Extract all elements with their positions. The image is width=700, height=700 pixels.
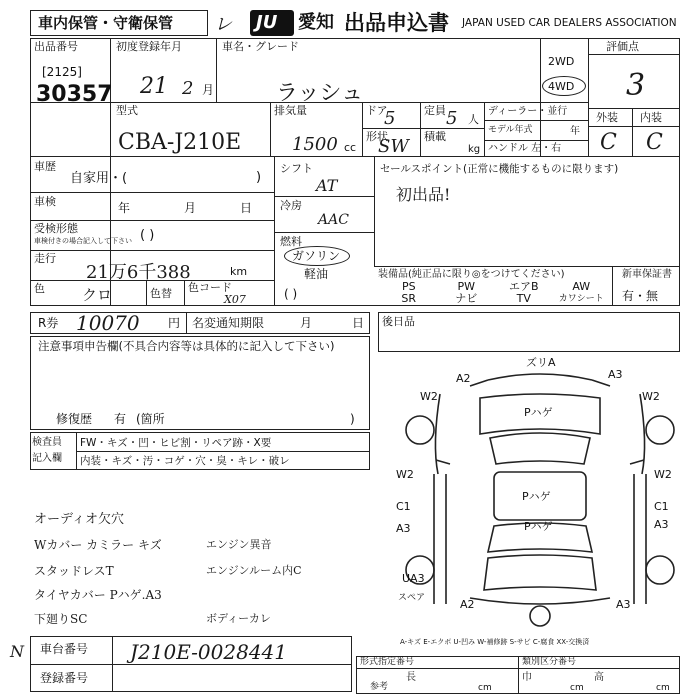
drive-2wd: 2WD bbox=[548, 55, 575, 68]
note-line-3: スタッドレスT bbox=[34, 564, 114, 578]
designation-height-unit: cm bbox=[656, 683, 670, 693]
shape-label: 形状 bbox=[366, 130, 388, 143]
load-label: 積載 bbox=[424, 130, 446, 143]
inspector-fw-line: FW・キズ・凹・ヒビ割・リペア跡・X要 bbox=[80, 437, 272, 449]
rating-exterior-value: C bbox=[600, 130, 617, 155]
equipment-ps: PS bbox=[401, 280, 416, 293]
note-right-2: エンジンルーム内C bbox=[206, 564, 302, 577]
rear-seat-box bbox=[378, 312, 680, 352]
rating-interior-value: C bbox=[646, 130, 663, 155]
rating-interior-label: 内装 bbox=[640, 111, 662, 124]
shift-label: シフト bbox=[280, 162, 313, 175]
designation-label-2: 類別区分番号 bbox=[522, 657, 577, 667]
check-mark: レ bbox=[214, 14, 232, 35]
dealer-label: ディーラー・並行 bbox=[488, 106, 568, 117]
equipment-airbag: エアB bbox=[508, 280, 539, 293]
diagram-spare: スペア bbox=[398, 593, 426, 603]
equipment-navi: ナビ bbox=[455, 292, 478, 305]
diagram-phage-hood: Pハゲ bbox=[524, 406, 553, 419]
equipment-tv: TV bbox=[516, 292, 531, 305]
type-value: CBA-J210E bbox=[118, 130, 242, 155]
history-label: 車歴 bbox=[34, 160, 56, 173]
note-line-2: Wカバー カミラー キズ bbox=[34, 538, 162, 552]
designation-length: 長 bbox=[406, 672, 416, 683]
inspection-label: 車検 bbox=[34, 195, 56, 208]
lot-sub-number: [2125] bbox=[42, 65, 82, 79]
name-change-day: 日 bbox=[352, 316, 365, 330]
registration-month: 2 bbox=[182, 78, 194, 99]
model-year-label: モデル年式 bbox=[488, 125, 533, 135]
diagram-legend: A-キズ E-エクボ U-凹み W-補修跡 S-サビ C-腐食 XX-交換済 bbox=[400, 638, 590, 646]
equipment-label: 装備品(純正品に限り◎をつけてください) bbox=[378, 269, 565, 280]
new-warranty-value: 有・無 bbox=[622, 289, 659, 303]
capacity-value: 5 bbox=[446, 108, 458, 129]
color-value: クロ bbox=[82, 286, 113, 304]
fuel-diesel: 軽油 bbox=[304, 267, 329, 281]
diagram-top-label: ズリA bbox=[526, 356, 556, 369]
model-year-suffix: 年 bbox=[570, 126, 580, 137]
mileage-label: 走行 bbox=[34, 252, 56, 265]
sales-point-value: 初出品! bbox=[396, 185, 451, 204]
inspection-cert-label: 受検形態 bbox=[34, 222, 78, 235]
diagram-ua3: UA3 bbox=[402, 572, 425, 585]
designation-label-1: 形式指定番号 bbox=[360, 657, 415, 667]
capacity-label: 定員 bbox=[424, 104, 446, 117]
diagram-a3-left: A3 bbox=[396, 522, 411, 535]
note-line-4: タイヤカバー Pハゲ.A3 bbox=[34, 588, 162, 602]
association-name: JAPAN USED CAR DEALERS ASSOCIATION bbox=[462, 17, 677, 29]
inspection-cert-paren: ( ) bbox=[140, 228, 155, 243]
recycle-label: R券 bbox=[38, 316, 59, 330]
diagram-a2-bottom: A2 bbox=[460, 598, 475, 611]
name-change-month: 月 bbox=[300, 316, 313, 330]
inspection-cert-note: 車検付きの場合記入して下さい bbox=[34, 237, 132, 245]
chassis-marker: N bbox=[10, 642, 24, 661]
displacement-unit: cc bbox=[344, 141, 357, 154]
diagram-phage-roof: Pハゲ bbox=[522, 490, 551, 503]
note-line-5: 下廻りSC bbox=[34, 612, 88, 626]
color-change-label: 色替 bbox=[150, 287, 172, 300]
rating-label: 評価点 bbox=[606, 40, 639, 53]
fuel-gasoline: ガソリン bbox=[292, 249, 341, 263]
sales-point-label: セールスポイント(正常に機能するものに限ります) bbox=[380, 163, 619, 175]
registration-month-suffix: 月 bbox=[202, 83, 215, 97]
recycle-unit: 円 bbox=[168, 316, 181, 330]
plate-label: 登録番号 bbox=[40, 671, 89, 685]
equipment-aw: AW bbox=[572, 280, 591, 293]
equipment-leather-seat: カワシート bbox=[558, 294, 604, 304]
model-name-label: 車名・グレード bbox=[222, 40, 299, 53]
recycle-value: 10070 bbox=[76, 311, 140, 335]
diagram-c1-right: C1 bbox=[654, 500, 669, 513]
equipment-pw: PW bbox=[457, 280, 475, 293]
displacement-value: 1500 bbox=[292, 134, 338, 155]
chassis-value: J210E-0028441 bbox=[130, 640, 287, 664]
inspection-year: 年 bbox=[118, 201, 131, 215]
note-line-1: オーディオ欠穴 bbox=[34, 512, 124, 527]
color-code-label: 色コード bbox=[188, 281, 232, 294]
rear-seat-label: 後日品 bbox=[382, 315, 415, 328]
ju-logo-text: JU bbox=[256, 12, 278, 33]
designation-ref: 参考 bbox=[370, 682, 389, 692]
notes-label: 注意事項申告欄(不具合内容等は具体的に記入して下さい) bbox=[38, 339, 335, 353]
inspector-interior-line: 内装・キズ・汚・コゲ・穴・臭・キレ・破レ bbox=[80, 455, 290, 467]
diagram-w2-left-mid: W2 bbox=[396, 468, 414, 481]
repair-location: (箇所 bbox=[136, 412, 165, 426]
equipment-grid bbox=[380, 281, 610, 305]
doors-value: 5 bbox=[384, 108, 396, 129]
ac-value: AAC bbox=[318, 212, 349, 228]
repair-close: ) bbox=[350, 412, 355, 426]
ac-label: 冷房 bbox=[280, 199, 302, 212]
mileage-value: 21万6千388 bbox=[86, 262, 191, 283]
car-damage-diagram bbox=[390, 354, 690, 630]
lot-label: 出品番号 bbox=[34, 40, 78, 53]
repair-label: 修復歴 bbox=[56, 412, 93, 426]
diagram-a3-top: A3 bbox=[608, 368, 623, 381]
color-code-value: X07 bbox=[224, 293, 246, 306]
diagram-w2-left-top: W2 bbox=[420, 390, 438, 403]
storage-label: 車内保管・守衛保管 bbox=[38, 14, 174, 32]
drive-4wd: 4WD bbox=[548, 80, 575, 93]
doors-label: ドア bbox=[366, 104, 388, 117]
diagram-a3-bottom: A3 bbox=[616, 598, 631, 611]
history-close: ) bbox=[256, 170, 262, 185]
repair-value: 有 bbox=[114, 412, 127, 426]
designation-width: 巾 bbox=[522, 672, 532, 683]
diagram-a2-top: A2 bbox=[456, 372, 471, 385]
registration-year: 21 bbox=[140, 74, 168, 99]
designation-length-unit: cm bbox=[478, 683, 492, 693]
load-unit: kg bbox=[468, 144, 481, 155]
inspection-month: 月 bbox=[184, 201, 197, 215]
history-value: 自家用・( bbox=[70, 171, 128, 186]
lot-number: 30357 bbox=[36, 82, 113, 107]
chassis-label: 車台番号 bbox=[40, 642, 89, 656]
rating-exterior-label: 外装 bbox=[596, 111, 618, 124]
note-right-1: エンジン異音 bbox=[206, 538, 272, 551]
shift-value: AT bbox=[316, 176, 338, 195]
displacement-label: 排気量 bbox=[274, 104, 307, 117]
registration-label: 初度登録年月 bbox=[116, 40, 182, 53]
mileage-unit: km bbox=[230, 265, 248, 278]
model-name-value: ラッシュ bbox=[276, 81, 364, 106]
inspector-label-1: 検査員 bbox=[32, 437, 62, 448]
fuel-label: 燃料 bbox=[280, 235, 302, 248]
inspector-label-2: 記入欄 bbox=[32, 453, 62, 464]
org-name: 愛知 bbox=[298, 12, 334, 33]
note-right-3: ボディーカレ bbox=[206, 612, 271, 625]
designation-width-unit: cm bbox=[570, 683, 584, 693]
designation-height: 高 bbox=[594, 672, 604, 683]
shape-value: SW bbox=[378, 136, 409, 157]
handle-label: ハンドル 左・右 bbox=[488, 143, 562, 154]
capacity-unit: 人 bbox=[468, 113, 479, 126]
diagram-w2-right-top: W2 bbox=[642, 390, 660, 403]
diagram-w2-right-mid: W2 bbox=[654, 468, 672, 481]
equipment-sr: SR bbox=[401, 292, 417, 305]
inspection-day: 日 bbox=[240, 201, 253, 215]
diagram-a3-right: A3 bbox=[654, 518, 669, 531]
new-warranty-label: 新車保証書 bbox=[622, 269, 672, 280]
form-title: 出品申込書 bbox=[344, 11, 449, 35]
diagram-c1-left: C1 bbox=[396, 500, 411, 513]
diagram-phage-rear: Pハゲ bbox=[524, 520, 553, 533]
color-label: 色 bbox=[34, 282, 45, 295]
rating-value: 3 bbox=[626, 68, 646, 103]
type-label: 型式 bbox=[116, 104, 138, 117]
fuel-paren: ( ) bbox=[284, 287, 298, 301]
name-change-label: 名変通知期限 bbox=[192, 316, 265, 330]
